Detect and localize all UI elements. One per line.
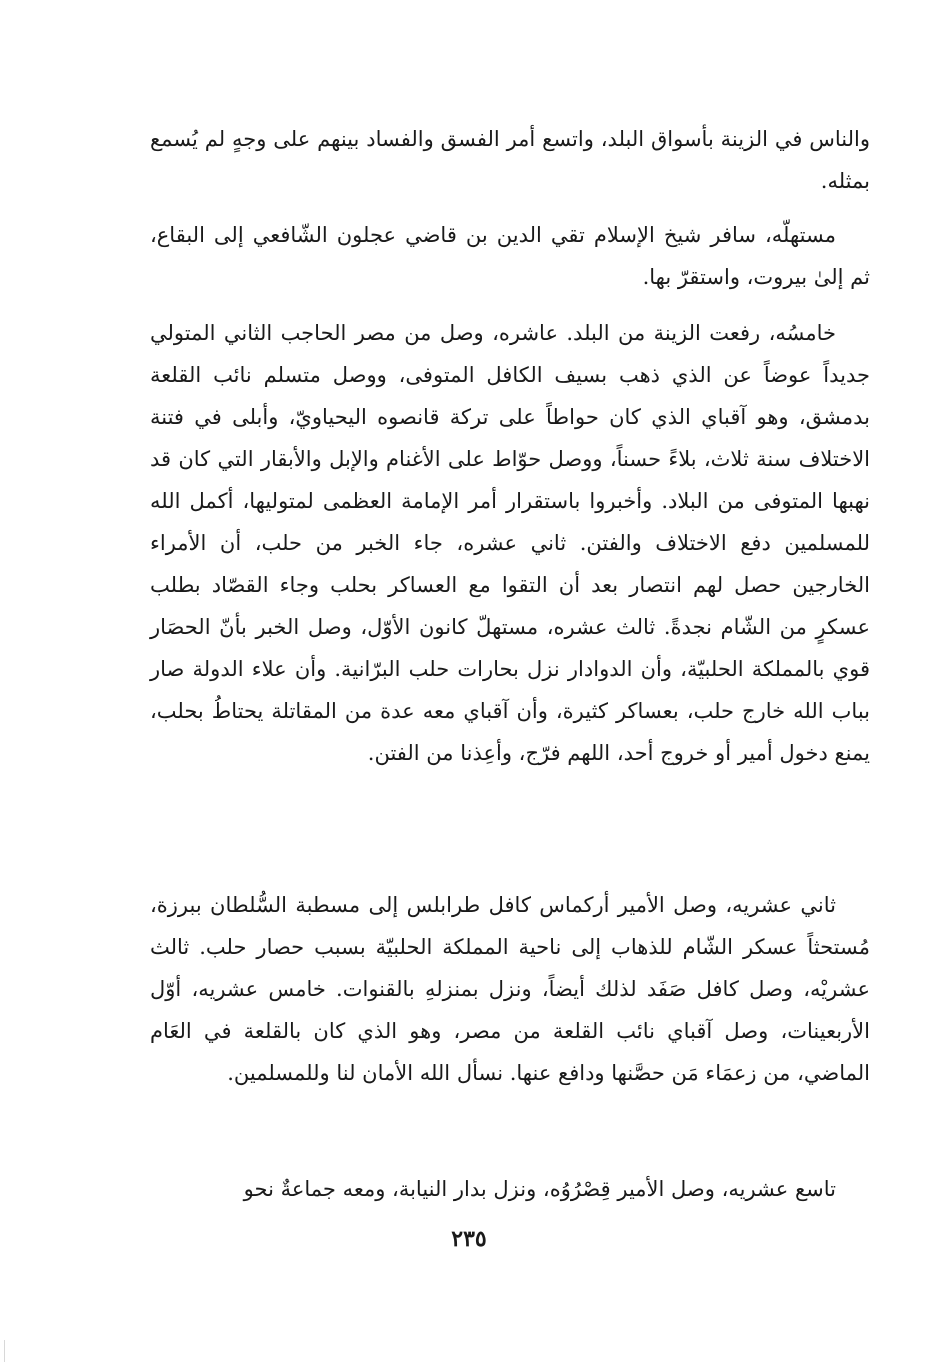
paragraph-aleppo-news: خامسُه، رفعت الزينة من البلد. عاشره، وصل من مصر الحاجب الثاني المتولي جديداً عوضاً عن الذي ذهب بسيف الكافل المتوفى، ووصل متسلم نائب القلعة بدمشق، وهو آقباي الذي كان حواطاً على تركة قانصوه اليحياويّ، وأبلى في فتنة الاختلاف سنة ثلاث، بلاءً حسناً، ووصل حوّاط على الأغنام والإبل والأبقار التي كان قد نهبها المتوفى من البلاد. وأخبروا باستقرار أمر الإمامة العظمى لمتوليها، أكمل الله للمسلمين دفع الاختلاف والفتن. ثاني عشره، جاء الخبر من حلب، أن الأمراء الخارجين حصل لهم انتصار بعد أن التقوا مع العساكر بحلب وجاء القصّاد بطلب عسكرٍ من الشّام نجدةً. ثالث عشره، مستهلّ كانون الأوّل، وصل الخبر بأنّ الحصَار قوي بالمملكة الحلبيّة، وأن الدوادار نزل بحارات حلب البرّانية. وأن علاء الدولة صار بباب الله خارج حلب، بعساكر كثيرة، وأن آقباي معه عدة من المقاتلة يحتاطُ بحلب، يمنع دخول أمير أو خروج أحد، اللهم فرّج، وأعِذنا من الفتن. xyxy=(150,321,870,765)
paragraph-continued: والناس في الزينة بأسواق البلد، واتسع أمر الفسق والفساد بينهم على وجهٍ لم يُسمع بمثله. xyxy=(150,127,870,193)
paragraph-qasruh-arrival: تاسع عشريه، وصل الأمير قِصْرُوُه، ونزل بدار النيابة، ومعه جماعةٌ نحو xyxy=(243,1177,836,1201)
page-number: ٢٣٥ xyxy=(451,1226,487,1252)
paragraph-sheikh-travel: مستهلّه، سافر شيخ الإسلام تقي الدين بن قاضي عجلون الشّافعي إلى البقاع، ثم إلىٰ بيروت، واستقرّ بها. xyxy=(150,223,870,289)
scan-edge-mark xyxy=(4,1340,5,1362)
paragraph-arkamas-arrival: ثاني عشريه، وصل الأمير أركماس كافل طرابلس إلى مسطبة السُّلطان ببرزة، مُستحثاً عسكر الشّام للذهاب إلى ناحية المملكة الحلبيّة بسبب حصار حلب. ثالث عشريْه، وصل كافل صَفَد لذلك أيضاً، ونزل بمنزلهِ بالقنوات. خامس عشريه، أوّل الأربعينات، وصل آقباي نائب القلعة من مصر، وهو الذي كان بالقلعة في العَام الماضي، من زعمَاء مَن حصَّنها ودافع عنها. نسأل الله الأمان لنا وللمسلمين. xyxy=(150,893,870,1085)
